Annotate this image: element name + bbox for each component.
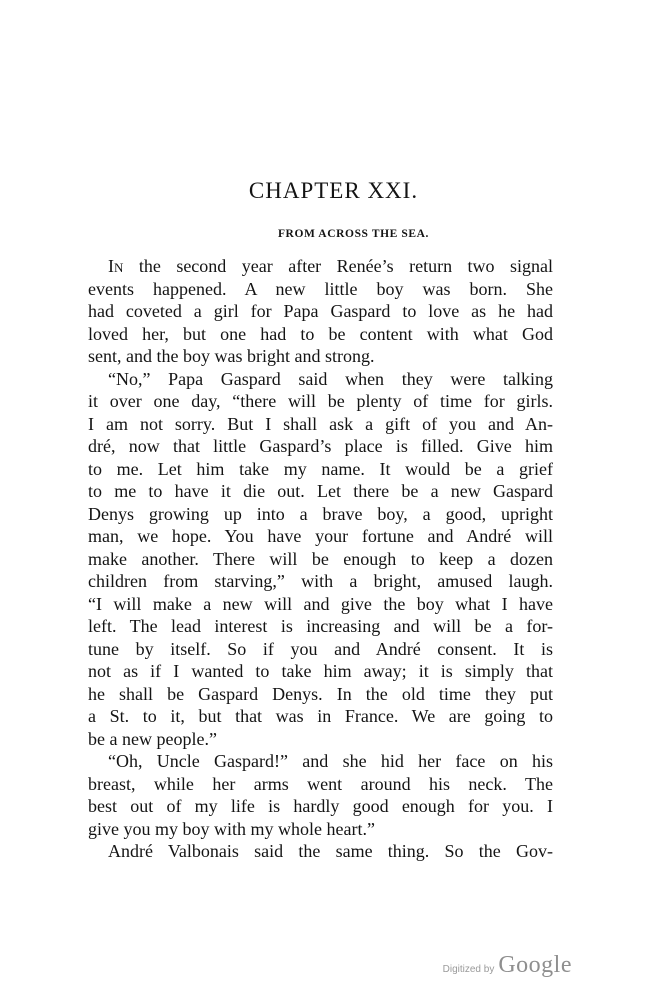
- chapter-title: CHAPTER XXI.: [248, 178, 419, 203]
- text-line: to me to have it die out. Let there be a new Gaspard: [88, 481, 553, 501]
- text-line: “No,” Papa Gaspard said when they were talking: [108, 368, 553, 389]
- paragraph-lead-word: In: [108, 256, 124, 276]
- paragraph: [88, 750, 553, 840]
- text-line: left. The lead interest is increasing and will be a for-: [88, 616, 553, 636]
- text-line: I am not sorry. But I shall ask a gift of you and An-: [88, 413, 553, 434]
- text-line: to me. Let him take my name. It would be a grief: [88, 458, 553, 479]
- digitized-by-google-watermark: [443, 952, 572, 979]
- text-line: tune by itself. So if you and André consent. It is: [88, 638, 553, 659]
- text-line: best out of my life is hardly good enough for you. I: [88, 796, 553, 816]
- text-line: sent, and the boy was bright and strong.: [88, 346, 375, 366]
- text-line: “Oh, Uncle Gaspard!” and she hid her face on his: [108, 751, 553, 771]
- text-line: André Valbonais said the same thing. So the Gov-: [108, 841, 553, 861]
- text-line: “I will make a new will and give the boy what I have: [88, 593, 553, 614]
- paragraph: [88, 840, 553, 863]
- paragraph: [88, 368, 553, 751]
- text-line: not as if I wanted to take him away; it is simply that: [88, 661, 553, 681]
- text-line: had coveted a girl for Papa Gaspard to love as he had: [88, 301, 553, 321]
- text-line: he shall be Gaspard Denys. In the old time they put: [88, 683, 553, 704]
- text-line: [88, 255, 553, 278]
- text-line: events happened. A new little boy was born. She: [88, 278, 553, 299]
- text-line: a St. to it, but that was in France. We are going to: [88, 706, 553, 726]
- text-line: children from starving,” with a bright, amused laugh.: [88, 571, 553, 591]
- text-line: man, we hope. You have your fortune and André will: [88, 526, 553, 546]
- text-line: breast, while her arms went around his neck. The: [88, 773, 553, 794]
- google-logo: Google: [498, 952, 572, 978]
- text-line: dré, now that little Gaspard’s place is filled. Give him: [88, 436, 553, 456]
- text-line: make another. There will be enough to keep a dozen: [88, 548, 553, 569]
- text-line: be a new people.”: [88, 728, 217, 749]
- text-line: Denys growing up into a brave boy, a good, upright: [88, 503, 553, 524]
- watermark-prefix: Digitized by: [442, 964, 495, 975]
- chapter-subtitle: FROM ACROSS THE SEA.: [277, 228, 430, 240]
- text-line: it over one day, “there will be plenty of time for girls.: [88, 391, 553, 411]
- paragraph: [88, 255, 553, 368]
- text-line-content: the second year after Renée’s return two signal: [138, 256, 553, 276]
- body-text: [88, 255, 553, 863]
- text-line: give you my boy with my whole heart.”: [88, 818, 375, 839]
- text-line: loved her, but one had to be content with what God: [88, 323, 553, 344]
